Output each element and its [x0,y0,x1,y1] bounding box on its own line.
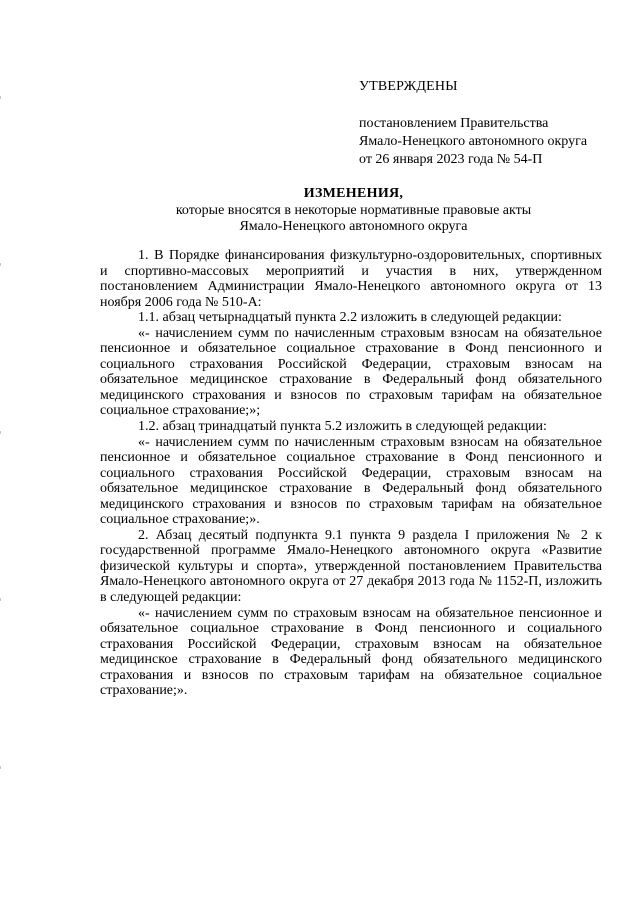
page-edge-marks [0,0,2,905]
approved-label: УТВЕРЖДЕНЫ [359,79,458,94]
approval-line: Ямало-Ненецкого автономного округа [359,134,588,149]
paragraph-2-quote: «- начислением сумм по страховым взносам на обязательное пенсионное и обязательное социальное страхование в Фонд пенсионного и социального страхования Российской Федерации, страховым взносам на обязательное медицинское страхование в Федеральный фонд обязательного медицинского страхования и взносов по страховым тарифам на обязательное социальное страхование;». [100,605,602,699]
paragraph-1-2-quote: «- начислением сумм по начисленным страховым взносам на обязательное пенсионное и обязательное социальное страхование в Фонд пенсионного и социального страхования Российской Федерации, страховым взносам на обязательное медицинское страхование в Федеральный фонд обязательного медицинского страхования и взносов по страховым тарифам на обязательное социальное страхование;». [100,434,602,528]
paragraph-1-1-quote: «- начислением сумм по начисленным страховым взносам на обязательное пенсионное и обязательное социальное страхование в Фонд пенсионного и социального страхования Российской Федерации, страховым взносам на обязательное медицинское страхование в Федеральный фонд обязательного медицинского страхования и взносов по страховым тарифам на обязательное социальное страхование;»; [100,325,602,419]
document-subtitle-line: которые вносятся в некоторые нормативные правовые акты [175,203,532,218]
paragraph-1: 1. В Порядке финансирования физкультурно-оздоровительных, спортивных и спортивно-массовых мероприятий и участия в них, утвержденном постановлением Администрации Ямало-Ненецкого автономного округа от 13 ноября 2006 года № 510-А: [100,248,602,310]
paragraph-1-1: 1.1. абзац четырнадцатый пункта 2.2 изложить в следующей редакции: [138,310,562,326]
edge-mark [0,431,1,434]
edge-mark [0,766,1,769]
edge-mark [0,96,1,99]
document-body [100,248,602,699]
edge-mark [0,263,1,266]
paragraph-2: 2. Абзац десятый подпункта 9.1 пункта 9 раздела I приложения № 2 к государственной программе Ямало-Ненецкого автономного округа «Развитие физической культуры и спорта», утвержденной постановлением Правительства Ямало-Ненецкого автономного округа от 27 декабря 2013 года № 1152-П, изложить в следующей редакции: [100,527,602,606]
paragraph-1-2: 1.2. абзац тринадцатый пункта 5.2 изложить в следующей редакции: [138,419,547,435]
approval-line: от 26 января 2023 года № 54-П [359,152,543,167]
document-title: ИЗМЕНЕНИЯ, [303,186,404,201]
document-heading [88,186,619,235]
edge-mark [0,598,1,601]
approval-stamp [359,78,619,169]
document-subtitle-line: Ямало-Ненецкого автономного округа [239,219,468,234]
approval-line: постановлением Правительства [359,116,549,131]
